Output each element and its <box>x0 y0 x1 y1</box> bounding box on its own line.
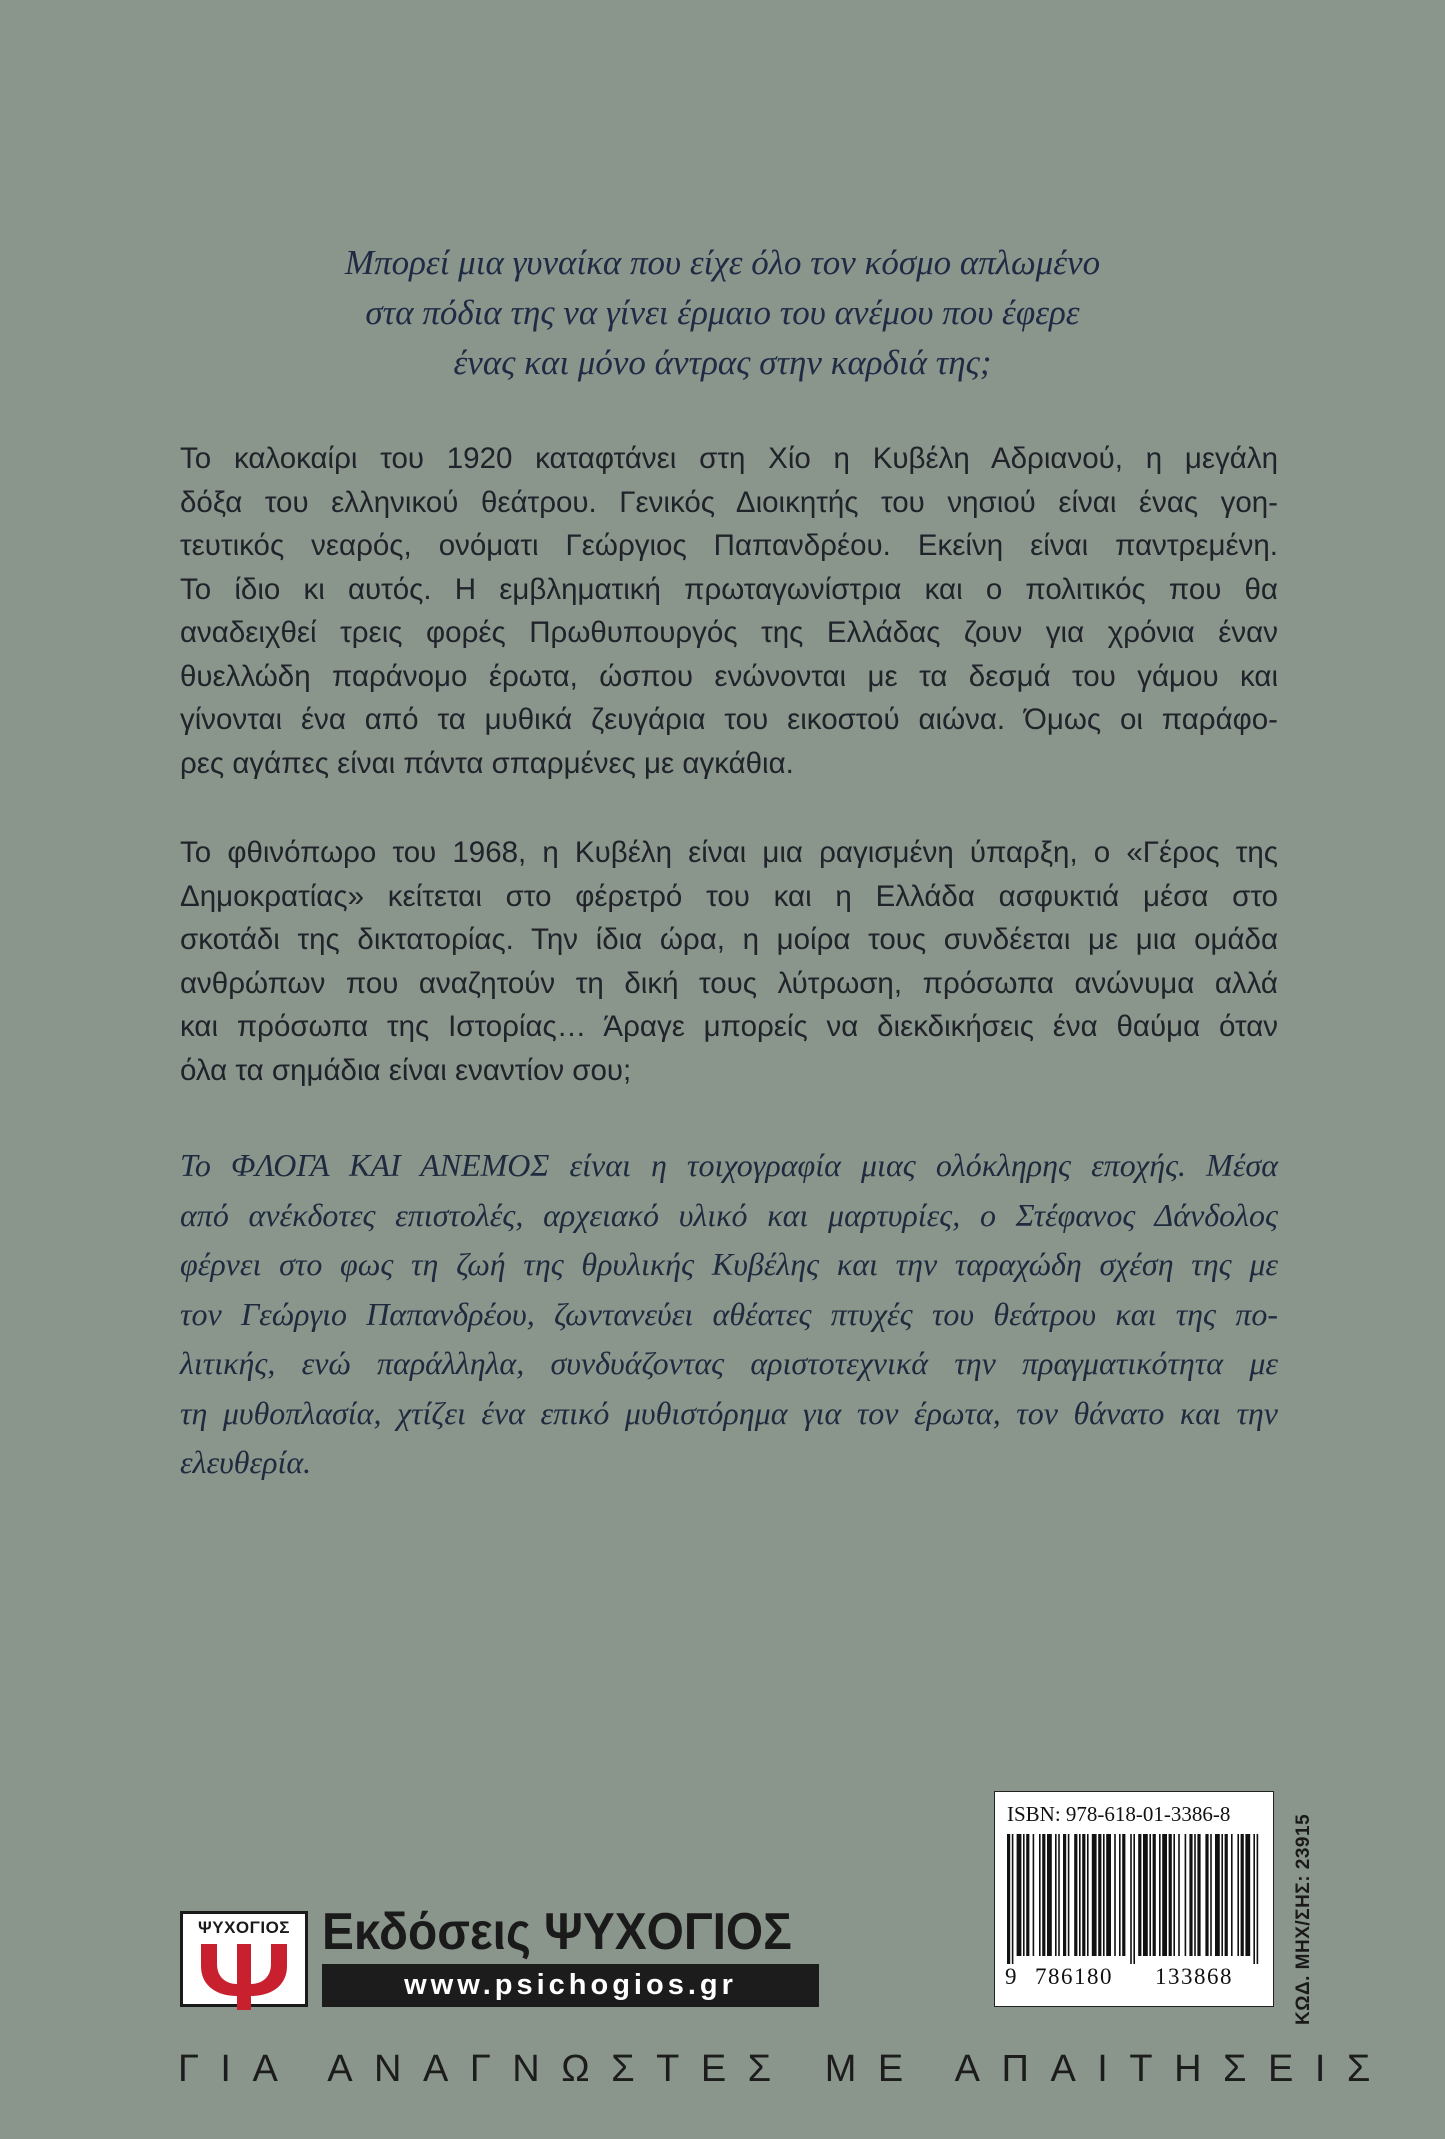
isbn-barcode-box <box>994 1791 1274 2007</box>
barcode-bar <box>1221 1834 1223 1956</box>
barcode-bar <box>1169 1834 1172 1956</box>
text-line: και πρόσωπα της Ιστορίας… Άραγε μπορείς να διεκδικήσεις ένα θαύμα όταν <box>180 1010 1278 1043</box>
barcode-bar <box>1159 1834 1161 1956</box>
text-line: λιτικής, ενώ παράλληλα, συνδυάζοντας αριστοτεχνικά την πραγματικότητα με <box>180 1345 1278 1381</box>
barcode-bar <box>1122 1834 1125 1956</box>
barcode-bar <box>1149 1834 1151 1956</box>
barcode-bar <box>1106 1834 1111 1956</box>
barcode-bar <box>1225 1834 1228 1956</box>
barcode-bar <box>1185 1834 1187 1956</box>
isbn-label: ISBN: 978-618-01-3386-8 <box>1007 1802 1231 1826</box>
synopsis-paragraph-2 <box>180 831 1278 1092</box>
barcode-bar <box>1257 1834 1259 1964</box>
barcode-bar <box>1079 1834 1081 1956</box>
logo-wordmark: ΨΥΧΟΓΙΟΣ <box>197 1918 291 1937</box>
publisher-name: Εκδόσεις ΨΥΧΟΓΙΟΣ <box>322 1903 792 1961</box>
text-line: δόξα του ελληνικού θεάτρου. Γενικός Διοικητής του νησιού είναι ένας γοη- <box>180 485 1278 519</box>
text-line: αναδειχθεί τρεις φορές Πρωθυπουργός της Ελλάδας ζουν για χρόνια έναν <box>180 616 1278 649</box>
text-line: Το ΦΛΟΓΑ ΚΑΙ ΑΝΕΜΟΣ είναι η τοιχογραφία μιας ολόκληρης εποχής. Μέσα <box>180 1147 1278 1183</box>
barcode-bar <box>1058 1834 1060 1956</box>
text-line: Το φθινόπωρο του 1968, η Κυβέλη είναι μια ραγισμένη ύπαρξη, ο «Γέρος της <box>180 836 1278 869</box>
barcode-bar <box>1153 1834 1156 1956</box>
publisher-logo <box>180 1911 308 2007</box>
barcode-bar <box>1114 1834 1116 1956</box>
barcode-bar <box>1074 1834 1077 1956</box>
tagline-quote <box>180 238 1265 388</box>
text-line: Το ίδιο κι αυτός. Η εμβληματική πρωταγωνίστρια και ο πολιτικός που θα <box>180 572 1278 606</box>
text-line: σκοτάδι της δικτατορίας. Την ίδια ώρα, η μοίρα τους συνδέεται με μια ομάδα <box>180 923 1278 956</box>
barcode-bar <box>1017 1834 1022 1956</box>
quote-line: ένας και μόνο άντρας στην καρδιά της; <box>453 343 992 382</box>
text-line: από ανέκδοτες επιστολές, αρχειακό υλικό και μαρτυρίες, ο Στέφανος Δάνδολος <box>180 1196 1278 1233</box>
barcode-bar <box>1087 1834 1089 1956</box>
barcode-bar <box>1215 1834 1220 1956</box>
text-line: τευτικός νεαρός, ονόματι Γεώργιος Παπανδρέου. Εκείνη είναι παντρεμένη. <box>180 529 1278 562</box>
barcode-bar <box>1231 1834 1233 1956</box>
barcode-bar <box>1092 1834 1097 1956</box>
barcode-bar <box>1245 1834 1250 1956</box>
barcode-bar <box>1063 1834 1066 1956</box>
barcode-icon <box>1007 1834 1261 1964</box>
barcode-bar <box>1098 1834 1101 1956</box>
barcode-bar <box>1237 1834 1239 1956</box>
barcode-bar <box>1173 1834 1175 1956</box>
barcode-bar <box>1241 1834 1244 1956</box>
barcode-bar <box>1012 1834 1014 1964</box>
barcode-bar <box>1130 1834 1132 1964</box>
text-line: Δημοκρατίας» κείτεται στο φέρετρό του και η Ελλάδα ασφυκτιά μέσα στο <box>180 879 1278 913</box>
barcode-bar <box>1023 1834 1025 1956</box>
text-line: ελευθερία. <box>180 1444 312 1480</box>
text-line: τη μυθοπλασία, χτίζει ένα επικό μυθιστόρημα για τον έρωτα, τον θάνατο και την <box>180 1394 1278 1431</box>
barcode-bar <box>1055 1834 1057 1956</box>
barcode-bar <box>1205 1834 1208 1956</box>
publisher-tagline: ΓΙΑ ΑΝΑΓΝΩΣΤΕΣ ΜΕ ΑΠΑΙΤΗΣΕΙΣ <box>178 2048 1392 2090</box>
barcode-bar <box>1189 1834 1192 1956</box>
barcode-bar <box>1138 1834 1141 1956</box>
barcode-bar <box>1047 1834 1052 1956</box>
publisher-url[interactable]: www.psichogios.gr <box>322 1964 819 2007</box>
barcode-bar <box>1178 1834 1180 1956</box>
text-line: όλα τα σημάδια είναι εναντίον σου; <box>180 1053 632 1087</box>
barcode-digits-end: 133868 <box>1155 1964 1233 1989</box>
psi-logo-icon <box>197 1940 291 2012</box>
barcode-bar <box>1068 1834 1070 1956</box>
text-line: ανθρώπων που αναζητούν τη δική τους λύτρωση, πρόσωπα ανώνυμα αλλά <box>180 966 1278 1000</box>
text-line: φέρνει στο φως τη ζωή της θρυλικής Κυβέλης και την ταραχώδη σχέση της με <box>180 1246 1278 1282</box>
barcode-digit-first: 9 <box>1005 1964 1017 1989</box>
product-code: ΚΩΔ. ΜΗΧ/ΣΗΣ: 23915 <box>1293 1813 1314 2025</box>
barcode-bar <box>1210 1834 1212 1956</box>
text-line: θυελλώδη παράνομο έρωτα, ώσπου ενώνονται με τα δεσμά του γάμου και <box>180 659 1278 693</box>
quote-line: Μπορεί μια γυναίκα που είχε όλο τον κόσμο απλωμένο <box>344 243 1101 282</box>
text-line: γίνονται ένα από τα μυθικά ζευγάρια του εικοστού αιώνα. Όμως οι παράφο- <box>180 703 1278 736</box>
barcode-bar <box>1026 1834 1029 1956</box>
barcode-bar <box>1007 1834 1010 1964</box>
barcode-digits-mid: 786180 <box>1035 1964 1113 1989</box>
synopsis-paragraph-3 <box>180 1141 1278 1488</box>
barcode-bar <box>1042 1834 1045 1956</box>
synopsis-paragraph-1 <box>180 437 1278 785</box>
barcode-bar <box>1162 1834 1167 1956</box>
barcode-bar <box>1143 1834 1148 1956</box>
barcode-bar <box>1194 1834 1196 1956</box>
barcode-bar <box>1103 1834 1105 1956</box>
barcode-bar <box>1039 1834 1041 1956</box>
quote-line: στα πόδια της να γίνει έρμαιο του ανέμου που έφερε <box>365 293 1080 332</box>
barcode-bar <box>1133 1834 1135 1964</box>
text-line: Το καλοκαίρι του 1920 καταφτάνει στη Χίο η Κυβέλη Αδριανού, η μεγάλη <box>180 442 1278 475</box>
text-line: ρες αγάπες είναι πάντα σπαρμένες με αγκάθια. <box>180 746 794 780</box>
barcode-bar <box>1119 1834 1121 1956</box>
barcode-bar <box>1082 1834 1085 1956</box>
text-line: τον Γεώργιο Παπανδρέου, ζωντανεύει αθέατες πτυχές του θεάτρου και της πο- <box>180 1295 1278 1332</box>
barcode-bar <box>1197 1834 1200 1956</box>
barcode-bar <box>1253 1834 1255 1964</box>
barcode-bar <box>1033 1834 1035 1956</box>
